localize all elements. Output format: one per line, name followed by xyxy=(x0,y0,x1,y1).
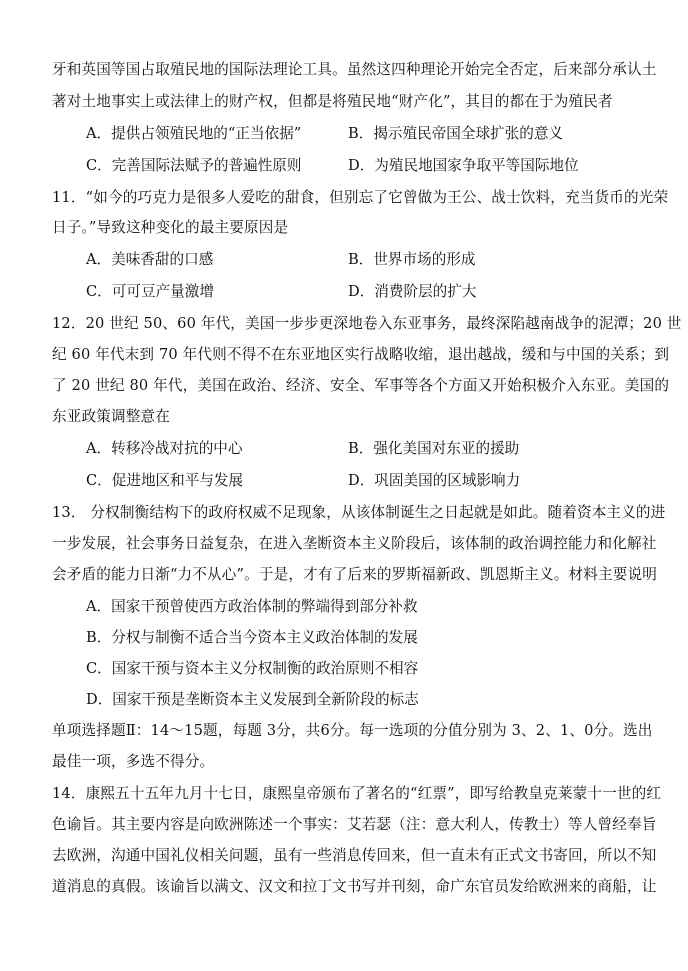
q11-stem-line-1: 11．“如今的巧克力是很多人爱吃的甜食，但别忘了它曾做为王公、战士饮料，充当货币的光荣 xyxy=(52,189,669,206)
q11-stem-line-2: 日子。”导致这种变化的最主要原因是 xyxy=(52,219,289,236)
q13-stem-line-1: 13． 分权制衡结构下的政府权威不足现象，从该体制诞生之日起就是如此。随着资本主义的进 xyxy=(52,504,666,521)
q12-option-c[interactable]: C．促进地区和平与发展 xyxy=(86,472,244,489)
q11-option-d[interactable]: D．消费阶层的扩大 xyxy=(348,283,477,300)
q14-stem-line-3: 去欧洲，沟通中国礼仪相关问题，虽有一些消息传回来，但一直未有正式文书寄回，所以不知 xyxy=(52,847,657,864)
q12-option-b[interactable]: B．强化美国对东亚的援助 xyxy=(348,440,520,457)
q14-stem-line-4: 道消息的真假。该谕旨以满文、汉文和拉丁文书写并刊刻，命广东官员发给欧洲来的商船，让 xyxy=(52,878,657,895)
q14-stem-line-1: 14．康熙五十五年九月十七日，康熙皇帝颁布了著名的“红票”，即写给教皇克莱蒙十一世的红 xyxy=(52,785,662,802)
q11-option-a[interactable]: A．美味香甜的口感 xyxy=(86,251,214,268)
q10-stem-line-1: 牙和英国等国占取殖民地的国际法理论工具。虽然这四种理论开始完全否定，后来部分承认土 xyxy=(52,61,657,78)
q11-option-b[interactable]: B．世界市场的形成 xyxy=(348,251,476,268)
q12-stem-line-4: 东亚政策调整意在 xyxy=(52,408,170,425)
section2-instructions-line-1: 单项选择题Ⅱ：14～15题，每题 3分，共6分。每一选项的分值分别为 3、2、1、0分。选出 xyxy=(52,722,653,739)
q13-stem-line-3: 会矛盾的能力日渐“力不从心”。于是，才有了后来的罗斯福新政、凯恩斯主义。材料主要说明 xyxy=(52,566,657,583)
q12-option-a[interactable]: A．转移冷战对抗的中心 xyxy=(86,440,243,457)
q12-stem-line-2: 纪 60 年代末到 70 年代则不得不在东亚地区实行战略收缩，退出越战，缓和与中国的关系；到 xyxy=(52,346,670,363)
q12-option-d[interactable]: D．巩固美国的区域影响力 xyxy=(348,472,521,489)
q10-option-a[interactable]: A．提供占领殖民地的“正当依据” xyxy=(86,125,302,142)
q10-option-b[interactable]: B．揭示殖民帝国全球扩张的意义 xyxy=(348,125,564,142)
q11-option-c[interactable]: C．可可豆产量激增 xyxy=(86,283,214,300)
q10-option-c[interactable]: C．完善国际法赋予的普遍性原则 xyxy=(86,157,302,174)
q13-option-c[interactable]: C．国家干预与资本主义分权制衡的政治原则不相容 xyxy=(86,660,419,677)
q14-stem-line-2: 色谕旨。其主要内容是向欧洲陈述一个事实：艾若瑟（注：意大利人，传教士）等人曾经奉旨 xyxy=(52,816,657,833)
q10-option-d[interactable]: D．为殖民地国家争取平等国际地位 xyxy=(348,157,579,174)
q10-stem-line-2: 著对土地事实上或法律上的财产权，但都是将殖民地“财产化”，其目的都在于为殖民者 xyxy=(52,93,613,110)
q12-stem-line-3: 了 20 世纪 80 年代，美国在政治、经济、安全、军事等各个方面又开始积极介入东亚。美国的 xyxy=(52,377,670,394)
section2-instructions-line-2: 最佳一项，多选不得分。 xyxy=(52,753,215,770)
q13-option-b[interactable]: B．分权与制衡不适合当今资本主义政治体制的发展 xyxy=(86,629,418,646)
q13-option-d[interactable]: D．国家干预是垄断资本主义发展到全新阶段的标志 xyxy=(86,691,419,708)
q13-stem-line-2: 一步发展，社会事务日益复杂，在进入垄断资本主义阶段后，该体制的政治调控能力和化解社 xyxy=(52,535,657,552)
q12-stem-line-1: 12．20 世纪 50、60 年代，美国一步步更深地卷入东亚事务，最终深陷越南战争的泥潭；20 世 xyxy=(52,315,682,332)
q13-option-a[interactable]: A．国家干预曾使西方政治体制的弊端得到部分补救 xyxy=(86,598,418,615)
